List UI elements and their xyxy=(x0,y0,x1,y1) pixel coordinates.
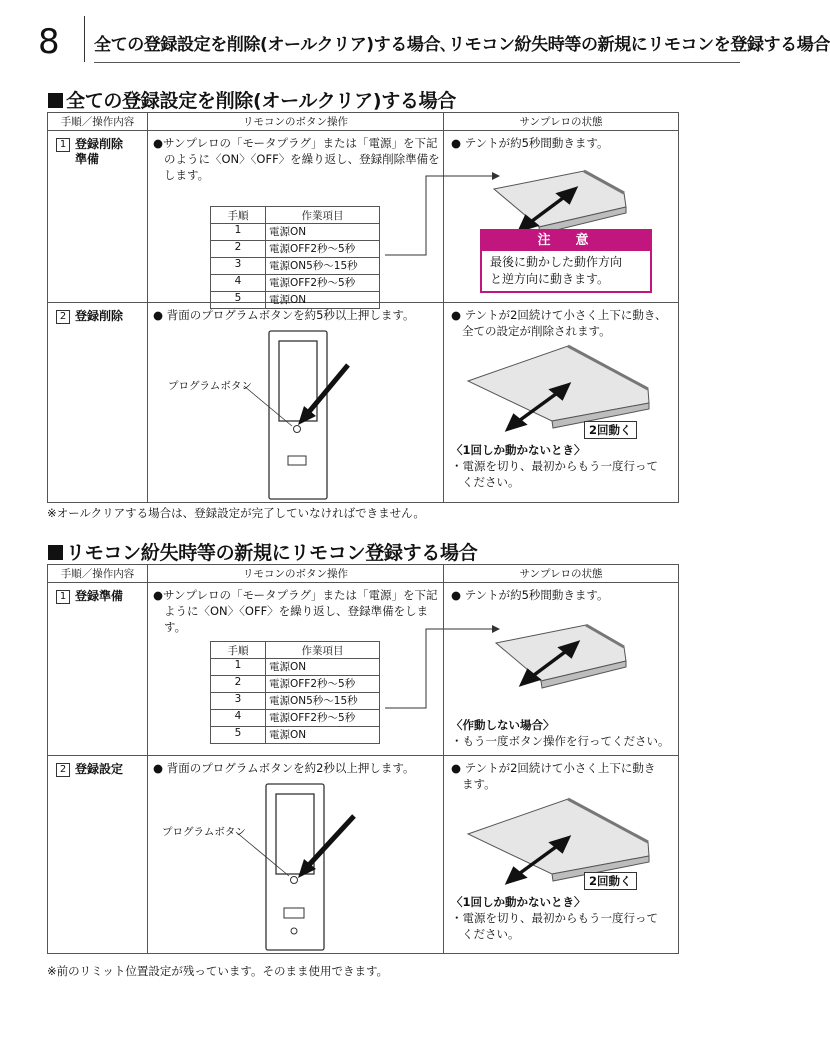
awning-state-cell: ● テントが約5秒間動きます。 〈作動しない場合〉 ・もう一度ボタン操作を行ってください。 xyxy=(444,583,679,756)
header-divider xyxy=(84,16,85,62)
col-header-step: 手順／操作内容 xyxy=(48,113,148,131)
remote-operation-cell xyxy=(148,131,444,306)
caution-box: 注 意 最後に動かした動作方向 と逆方向に動きます。 xyxy=(480,229,652,293)
power-sequence-table: 手順 作業項目 1 電源ON 2 電源OFF2秒～5秒 3 電源ON5秒～15秒 4 電源OFF2秒～5秒 5 電源ON xyxy=(210,206,380,309)
step-label: 2 登録設定 xyxy=(48,756,147,777)
remote-operation-cell: ● 背面のプログラムボタンを約2秒以上押します。 プログラムボタン xyxy=(148,756,444,954)
program-button-label: プログラムボタン xyxy=(162,826,246,838)
section1-note: ※オールクリアする場合は、登録設定が完了していなければできません。 xyxy=(47,506,425,520)
moves-twice-badge: 2回動く xyxy=(584,872,637,890)
col-header-state: サンプレロの状態 xyxy=(444,565,679,583)
remote-control-icon xyxy=(148,756,444,954)
col-header-state: サンプレロの状態 xyxy=(444,113,679,131)
header-underline xyxy=(94,62,740,63)
section1-table xyxy=(47,112,679,503)
remote-control-icon xyxy=(148,303,444,503)
step-label: 1 登録削除 準備 xyxy=(48,131,147,167)
awning-state-cell: ● テントが2回続けて小さく上下に動き ます。 2回動く 〈1回しか動かないとき〉 ・電源を切り、最初からもう一度行って ください。 xyxy=(444,756,679,954)
col-header-remote: リモコンのボタン操作 xyxy=(148,113,444,131)
remote-operation-cell: ●サンプレロの「モータプラグ」または「電源」を下記 ように〈ON〉〈OFF〉を繰り返し、登録準備をします。 手順 作業項目 1 電源ON 2 電源OFF2秒～5秒 3 電源ON5秒～15秒 4 電源OFF2秒～5秒 5 電源ON xyxy=(148,583,444,756)
awning-state-cell: ● テントが2回続けて小さく上下に動き、 全ての設定が削除されます。 2回動く 〈1回しか動かないとき〉 ・電源を切り、最初からもう一度行って ください。 xyxy=(444,303,679,503)
step-label: 1 登録準備 xyxy=(48,583,147,604)
section2-table xyxy=(47,564,679,954)
page-title: 全ての登録設定を削除(オールクリア)する場合､リモコン紛失時等の新規にリモコンを登録する場合 xyxy=(94,35,830,55)
remote-operation-cell: ● 背面のプログラムボタンを約5秒以上押します。 プログラムボタン xyxy=(148,303,444,503)
program-button-label: プログラムボタン xyxy=(168,380,252,392)
awning-state-cell: ● テントが約5秒間動きます。 xyxy=(444,131,679,303)
power-sequence-table: 手順 作業項目 1 電源ON 2 電源OFF2秒～5秒 3 電源ON5秒～15秒 4 電源OFF2秒～5秒 5 電源ON xyxy=(210,641,380,744)
col-header-remote: リモコンのボタン操作 xyxy=(148,565,444,583)
section2-note: ※前のリミット位置設定が残っています。そのまま使用できます。 xyxy=(47,964,389,978)
step-label: 2 登録削除 xyxy=(48,303,147,324)
col-header-step: 手順／操作内容 xyxy=(48,565,148,583)
moves-twice-badge: 2回動く xyxy=(584,421,637,439)
section2-title: リモコン紛失時等の新規にリモコン登録する場合 xyxy=(48,538,477,565)
instruction-text: ●サンプレロの「モータプラグ」または「電源」を下記 のように〈ON〉〈OFF〉を繰り返し、登録削除準備を します。 xyxy=(153,136,440,182)
section1-title: 全ての登録設定を削除(オールクリア)する場合 xyxy=(48,86,456,113)
page-number: 8 xyxy=(38,22,60,62)
